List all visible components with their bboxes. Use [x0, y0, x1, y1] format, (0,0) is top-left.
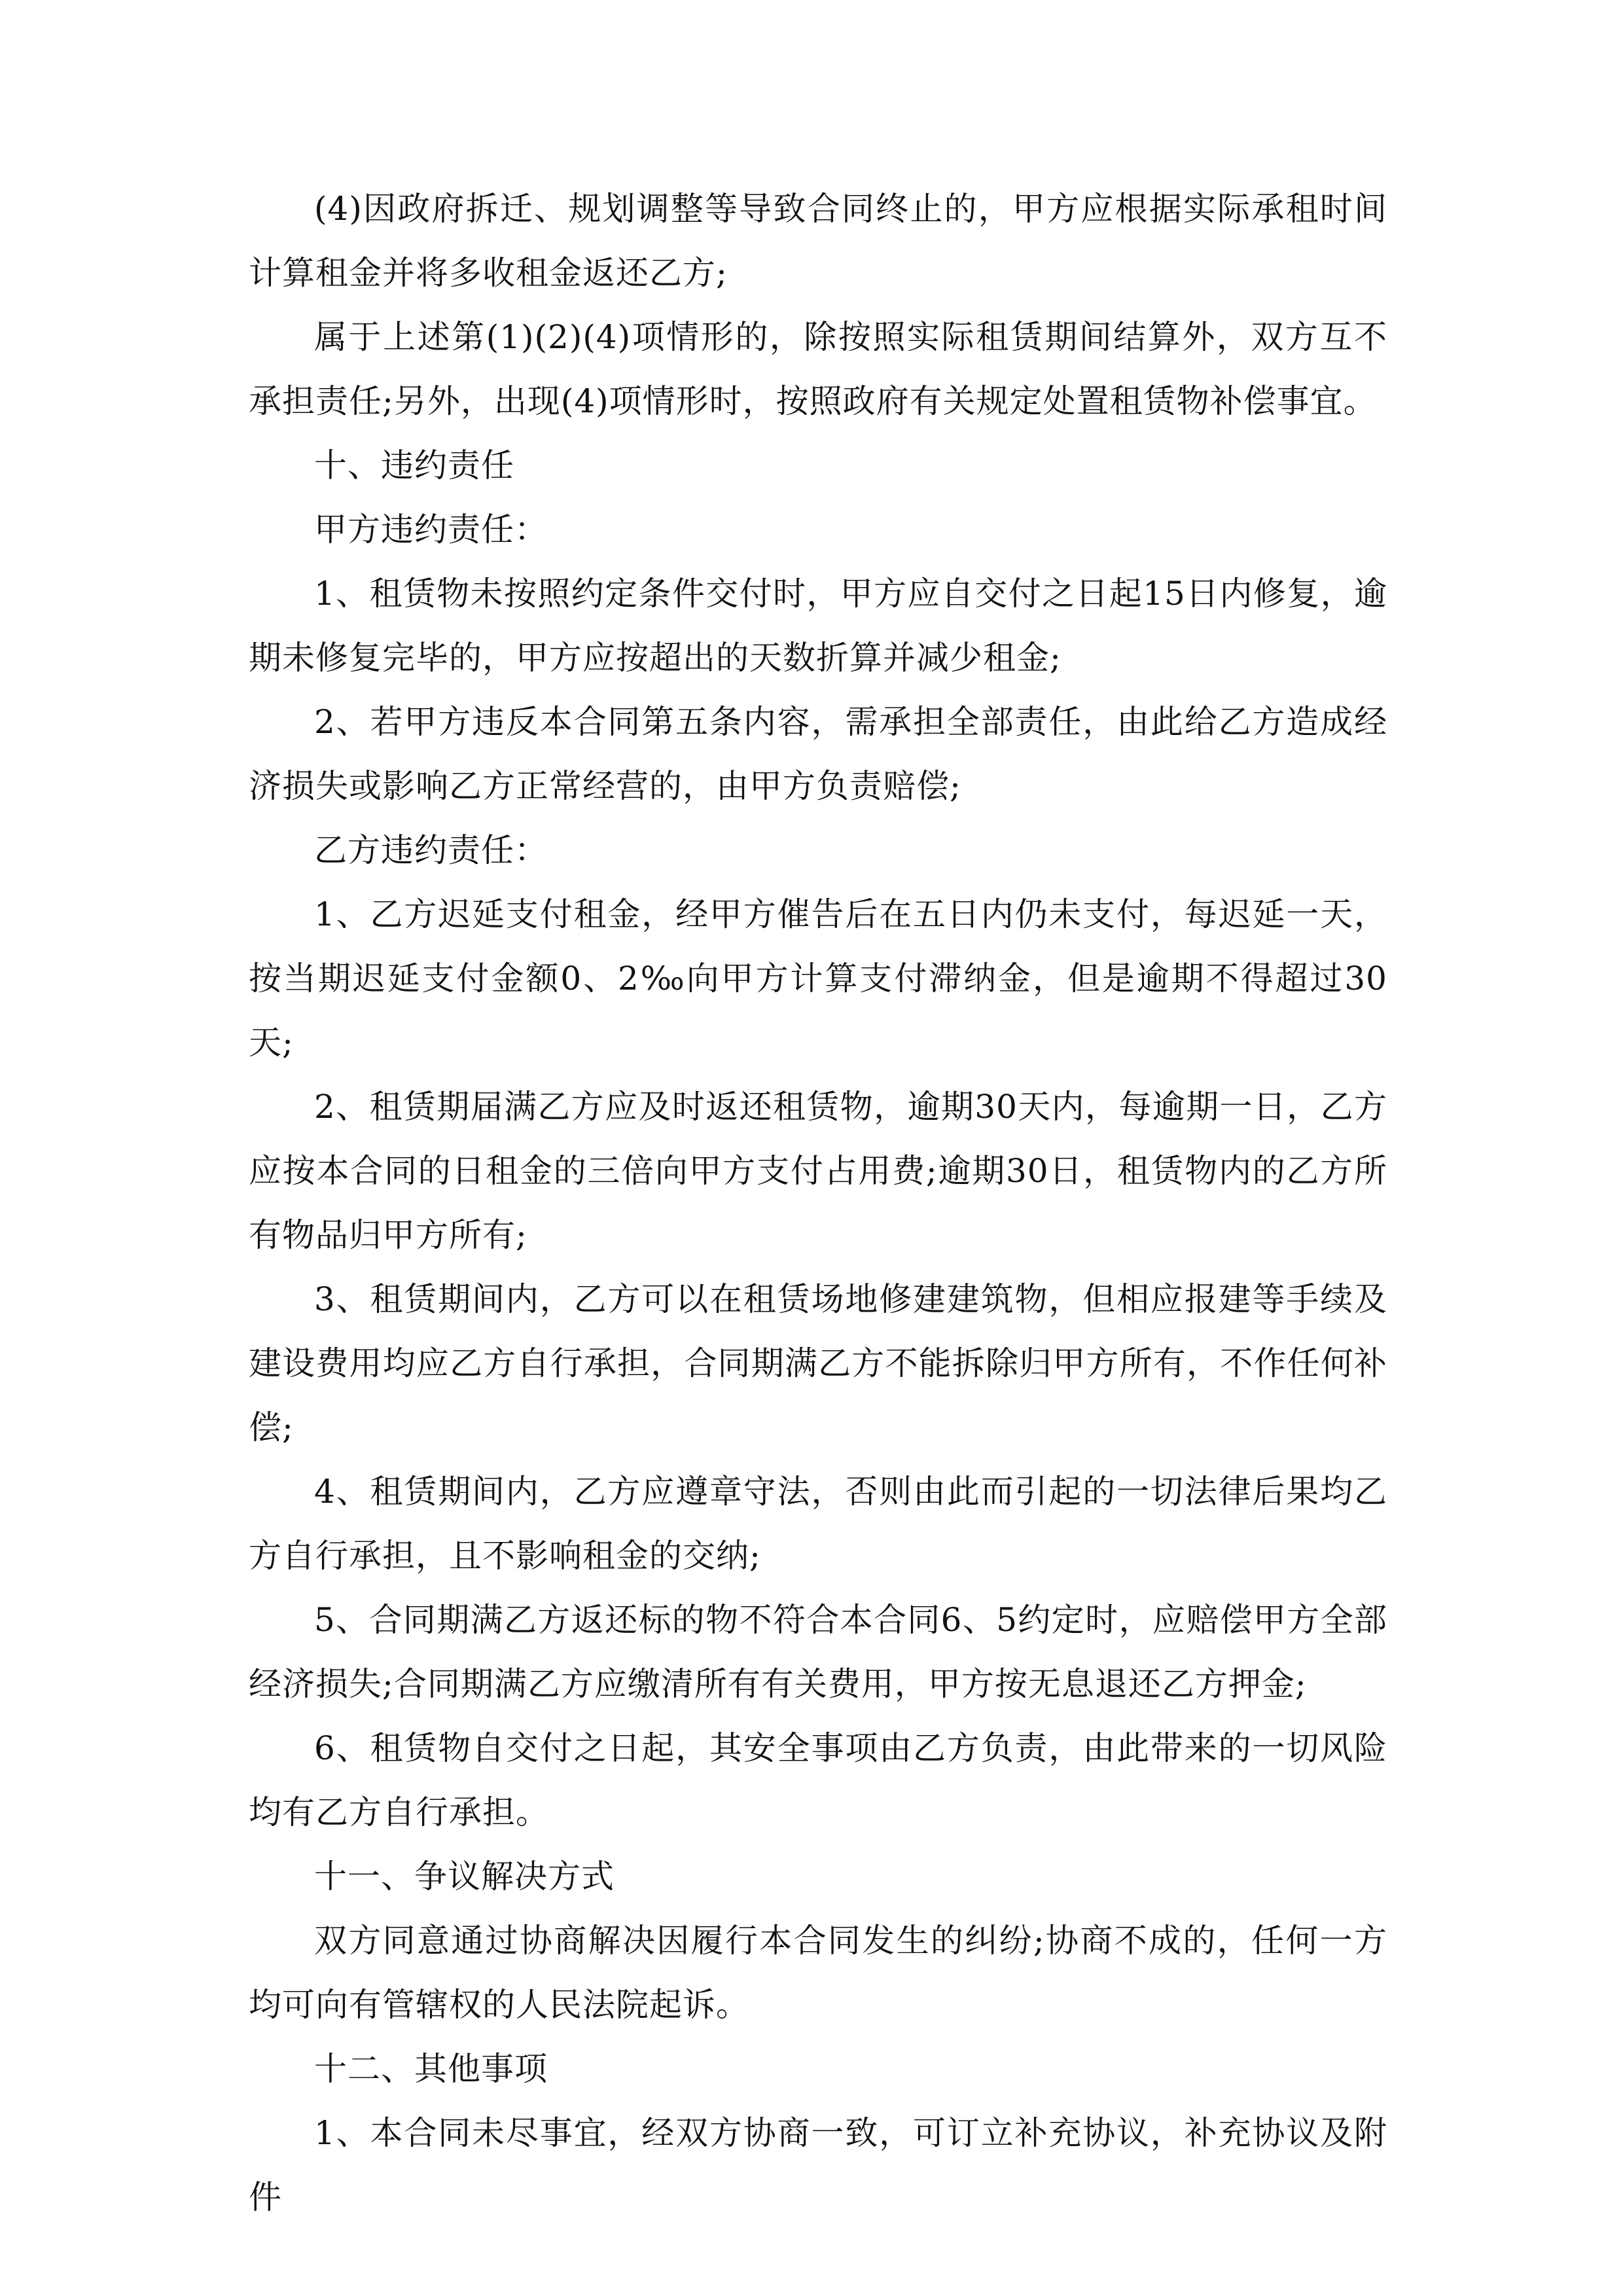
- paragraph-party-b-item-2: 2、租赁期届满乙方应及时返还租赁物，逾期30天内，每逾期一日，乙方应按本合同的日租金的三倍向甲方支付占用费;逾期30日，租赁物内的乙方所有物品归甲方所有;: [249, 1088, 1387, 1254]
- subheading-party-b-breach: 乙方违约责任：: [314, 831, 548, 869]
- paragraph-party-b-item-4: 4、租赁期间内，乙方应遵章守法，否则由此而引起的一切法律后果均乙方自行承担，且不影响租金的交纳;: [249, 1473, 1387, 1575]
- document-body: [249, 177, 1387, 2229]
- section-heading-dispute-resolution: 十一、争议解决方式: [314, 1857, 615, 1895]
- subheading-party-a-breach: 甲方违约责任：: [314, 511, 548, 548]
- section-heading-breach-liability: 十、违约责任: [314, 446, 514, 484]
- paragraph-termination-clause-4: (4)因政府拆迁、规划调整等导致合同终止的，甲方应根据实际承租时间计算租金并将多收租金返还乙方;: [249, 190, 1387, 292]
- paragraph-party-b-item-3: 3、租赁期间内，乙方可以在租赁场地修建建筑物，但相应报建等手续及建设费用均应乙方自行承担，合同期满乙方不能拆除归甲方所有，不作任何补偿;: [249, 1280, 1387, 1446]
- paragraph-party-b-item-5: 5、合同期满乙方返还标的物不符合本合同6、5约定时，应赔偿甲方全部经济损失;合同期满乙方应缴清所有有关费用，甲方按无息退还乙方押金;: [249, 1601, 1387, 1703]
- paragraph-other-matters-item-1: 1、本合同未尽事宜，经双方协商一致，可订立补充协议，补充协议及附件: [249, 2114, 1387, 2216]
- paragraph-liability-exemption: 属于上述第(1)(2)(4)项情形的，除按照实际租赁期间结算外，双方互不承担责任;另外，出现(4)项情形时，按照政府有关规定处置租赁物补偿事宜。: [249, 318, 1387, 420]
- paragraph-party-b-item-1: 1、乙方迟延支付租金，经甲方催告后在五日内仍未支付，每迟延一天，按当期迟延支付金额0、2‰向甲方计算支付滞纳金，但是逾期不得超过30天;: [249, 895, 1387, 1062]
- paragraph-dispute-resolution: 双方同意通过协商解决因履行本合同发生的纠纷;协商不成的，任何一方均可向有管辖权的人民法院起诉。: [249, 1922, 1387, 2024]
- section-heading-other-matters: 十二、其他事项: [314, 2050, 548, 2088]
- paragraph-party-a-item-1: 1、租赁物未按照约定条件交付时，甲方应自交付之日起15日内修复，逾期未修复完毕的，甲方应按超出的天数折算并减少租金;: [249, 575, 1387, 677]
- paragraph-party-b-item-6: 6、租赁物自交付之日起，其安全事项由乙方负责，由此带来的一切风险均有乙方自行承担。: [249, 1729, 1387, 1831]
- paragraph-party-a-item-2: 2、若甲方违反本合同第五条内容，需承担全部责任，由此给乙方造成经济损失或影响乙方正常经营的，由甲方负责赔偿;: [249, 703, 1387, 805]
